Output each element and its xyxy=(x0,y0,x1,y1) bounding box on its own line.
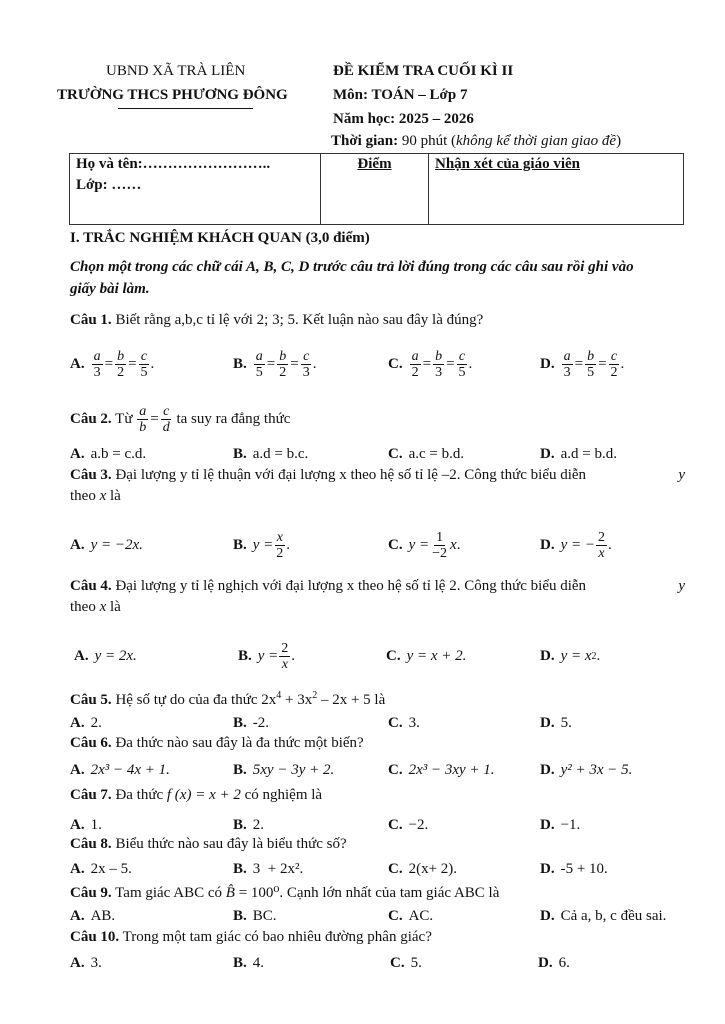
question-10-options xyxy=(70,952,685,974)
option-a[interactable]: A. y = 2x. xyxy=(74,647,137,664)
option-d[interactable]: D. -5 + 10. xyxy=(540,860,608,877)
question-text: là xyxy=(110,599,121,615)
question-text: Đa thức xyxy=(111,787,167,803)
angle-b: B̂ xyxy=(225,885,235,901)
question-1 xyxy=(70,312,483,329)
option-d[interactable]: D. Cả a, b, c đều sai. xyxy=(540,907,667,924)
option-d[interactable]: D. $\frac{a}{3}$ = $\frac{b}{5}$ = $\frac{c}{2}$ . xyxy=(540,348,625,380)
student-name-label: Họ và tên:…………………….. xyxy=(76,156,271,172)
option-c[interactable]: C. 3. xyxy=(388,714,420,731)
option-text: 2. xyxy=(252,816,265,833)
variable-y: y xyxy=(678,467,685,483)
denominator: 2 xyxy=(279,364,287,380)
option-text: y = −2x. xyxy=(90,536,143,553)
option-d[interactable]: D. −1. xyxy=(540,816,581,833)
option-text: 5xy − 3y + 2. xyxy=(252,761,335,778)
option-b[interactable]: B. -2. xyxy=(233,714,270,731)
fraction: $\frac{c}{d}$ xyxy=(162,403,170,435)
denominator: 3 xyxy=(93,364,101,380)
fraction: $\frac{b}{2}$ xyxy=(117,348,125,380)
exam-time xyxy=(331,133,621,150)
question-text: + 3x xyxy=(281,692,313,708)
fraction: $\frac{1}{-2}$ xyxy=(432,529,448,561)
student-info-table xyxy=(69,153,684,225)
denominator: 2 xyxy=(610,364,618,380)
denominator: 5 xyxy=(255,364,263,380)
exam-subject: Môn: TOÁN – Lớp 7 xyxy=(333,87,468,103)
fraction: $\frac{b}{5}$ xyxy=(587,348,595,380)
option-text: −1. xyxy=(560,816,581,833)
fraction: $\frac{a}{2}$ xyxy=(411,348,419,380)
option-b[interactable]: B. y = $\frac{2}{x}$ . xyxy=(238,640,296,672)
option-label: B. xyxy=(233,355,247,372)
question-label: Câu 7. xyxy=(70,787,112,803)
option-c[interactable]: C. 5. xyxy=(390,954,422,971)
score-cell[interactable] xyxy=(321,154,429,225)
question-8 xyxy=(70,836,347,853)
fraction: $\frac{a}{5}$ xyxy=(255,348,263,380)
question-label: Câu 2. xyxy=(70,410,112,427)
question-label: Câu 9. xyxy=(70,885,112,901)
option-b[interactable]: B. 4. xyxy=(233,954,265,971)
option-c[interactable]: C. y = $\frac{1}{-2}$ x . xyxy=(388,529,461,561)
option-label: A. xyxy=(70,355,85,372)
question-4-options xyxy=(70,636,685,676)
question-text: Tam giác ABC có xyxy=(111,885,226,901)
student-info-cell[interactable] xyxy=(70,154,321,225)
option-b[interactable]: B. BC. xyxy=(233,907,277,924)
denominator: 3 xyxy=(563,364,571,380)
question-2-options xyxy=(70,444,685,464)
fraction: $\frac{c}{2}$ xyxy=(610,348,618,380)
question-text: theo xyxy=(70,488,96,504)
question-text: Đại lượng y tỉ lệ nghịch với đại lượng x theo hệ số tỉ lệ 2. Công thức biểu diễn xyxy=(111,578,587,594)
option-text: 4. xyxy=(252,954,265,971)
question-text: là xyxy=(110,488,121,504)
question-4 xyxy=(70,578,685,616)
option-text: y = xyxy=(408,536,430,553)
option-d[interactable]: D. a.d = b.d. xyxy=(540,445,617,462)
denominator: 3 xyxy=(302,364,310,380)
option-text: BC. xyxy=(252,907,277,924)
question-text: theo xyxy=(70,599,96,615)
option-text: 2(x+ 2). xyxy=(408,860,458,877)
option-a[interactable]: A. $\frac{a}{3}$ = $\frac{b}{2}$ = $\frac{c}{5}$ . xyxy=(70,348,155,380)
option-b[interactable]: B. a.d = b.c. xyxy=(233,445,309,462)
variable-x: x xyxy=(99,488,107,504)
option-a[interactable]: A. 1. xyxy=(70,816,102,833)
fraction: $\frac{b}{2}$ xyxy=(279,348,287,380)
option-text: 3. xyxy=(408,714,420,731)
option-b[interactable]: B. 2. xyxy=(233,816,265,833)
variable-x: x xyxy=(99,599,107,615)
question-text: = 100⁰. Cạnh lớn nhất của tam giác ABC là xyxy=(234,885,500,901)
section-instruction-2: giấy bài làm. xyxy=(70,281,150,297)
option-b[interactable]: B. $\frac{a}{5}$ = $\frac{b}{2}$ = $\frac{c}{3}$ . xyxy=(233,348,317,380)
fraction: $\frac{b}{3}$ xyxy=(435,348,443,380)
time-end: ) xyxy=(616,133,622,149)
exam-title: ĐỀ KIỂM TRA CUỐI KÌ II xyxy=(333,63,514,79)
option-d[interactable]: D. y = x 2 . xyxy=(540,647,601,664)
option-text: 2. xyxy=(90,714,102,731)
option-text: y = x + 2. xyxy=(406,647,467,664)
fraction: $\frac{a}{3}$ xyxy=(93,348,101,380)
question-2: Câu 2. Từ $\frac{a}{b}$ = $\frac{c}{d}$ ta suy ra đẳng thức xyxy=(70,403,291,435)
variable-y: y xyxy=(678,578,685,594)
fraction: $\frac{c}{3}$ xyxy=(302,348,310,380)
section-title: I. TRẮC NGHIỆM KHÁCH QUAN (3,0 điểm) xyxy=(70,230,370,246)
option-b[interactable]: B. 5xy − 3y + 2. xyxy=(233,761,335,778)
question-5-options xyxy=(70,712,685,734)
denominator: 2 xyxy=(117,364,125,380)
question-text: Biết rằng a,b,c tỉ lệ với 2; 3; 5. Kết luận nào sau đây là đúng? xyxy=(111,312,484,328)
question-text: Từ xyxy=(111,410,137,427)
question-text: Hệ số tự do của đa thức 2x xyxy=(111,692,277,708)
option-text: AC. xyxy=(408,907,434,924)
question-6-options xyxy=(70,759,685,781)
option-text: 6. xyxy=(558,954,570,971)
fraction: $\frac{a}{b}$ xyxy=(139,403,147,435)
option-c[interactable]: C. y = x + 2. xyxy=(386,647,467,664)
option-c[interactable]: C. −2. xyxy=(388,816,429,833)
question-7-options xyxy=(70,814,685,836)
student-class-label: Lớp: …… xyxy=(76,177,142,193)
school-underline xyxy=(118,108,253,109)
teacher-comment-cell[interactable] xyxy=(429,154,684,225)
option-text: y = 2x. xyxy=(94,647,137,664)
question-text: Đại lượng y tỉ lệ thuận với đại lượng x theo hệ số tỉ lệ –2. Công thức biểu diễn xyxy=(111,467,587,483)
fraction: $\frac{a}{3}$ xyxy=(563,348,571,380)
option-a[interactable]: A. 2x – 5. xyxy=(70,860,132,877)
option-a[interactable]: A. 2x³ − 4x + 1. xyxy=(70,761,170,778)
fraction: $\frac{2}{x}$ xyxy=(598,529,605,561)
option-d[interactable]: D. y = − $\frac{2}{x}$ . xyxy=(540,529,612,561)
question-text: Biểu thức nào sau đây là biểu thức số? xyxy=(111,836,347,852)
question-9 xyxy=(70,883,499,902)
denominator: 5 xyxy=(458,364,466,380)
option-text: 2x – 5. xyxy=(90,860,132,877)
question-7 xyxy=(70,787,322,804)
option-text: 3 + 2x². xyxy=(252,860,304,877)
option-c[interactable]: C. a.c = b.d. xyxy=(388,445,465,462)
option-c[interactable]: C. $\frac{a}{2}$ = $\frac{b}{3}$ = $\frac{c}{5}$ . xyxy=(388,348,473,380)
fraction: $\frac{x}{2}$ xyxy=(276,529,284,561)
time-value: 90 phút ( xyxy=(398,133,456,149)
option-text: y² + 3x − 5. xyxy=(560,761,633,778)
question-label: Câu 8. xyxy=(70,836,112,852)
denominator: 3 xyxy=(435,364,443,380)
section-instruction-1: Chọn một trong các chữ cái A, B, C, D trước câu trả lời đúng trong các câu sau rồi ghi vào xyxy=(70,259,634,275)
option-text: a.b = c.d. xyxy=(90,445,147,462)
option-text: y = − xyxy=(560,536,595,553)
fraction: $\frac{c}{5}$ xyxy=(458,348,466,380)
option-text: a.c = b.d. xyxy=(408,445,465,462)
option-text: a.d = b.d. xyxy=(560,445,617,462)
question-text: Đa thức nào sau đây là đa thức một biến? xyxy=(111,735,364,751)
option-d[interactable]: D. 5. xyxy=(540,714,572,731)
time-label: Thời gian: xyxy=(331,133,399,149)
question-text: có nghiệm là xyxy=(240,787,323,803)
option-text: y = xyxy=(257,647,279,664)
question-6 xyxy=(70,735,364,752)
option-text: -2. xyxy=(252,714,270,731)
polynomial-expression: f (x) = x + 2 xyxy=(166,787,241,803)
option-b[interactable]: B. y = $\frac{x}{2}$ . xyxy=(233,529,291,561)
option-d[interactable]: D. 6. xyxy=(538,954,570,971)
option-text: 1. xyxy=(90,816,102,833)
question-1-options xyxy=(70,344,685,384)
option-d[interactable]: D. y² + 3x − 5. xyxy=(540,761,633,778)
school-name: TRƯỜNG THCS PHƯƠNG ĐÔNG xyxy=(57,87,288,103)
option-text: 2x³ − 4x + 1. xyxy=(90,761,170,778)
question-5: Câu 5. Hệ số tự do của đa thức $2x^4 + 3x^2 - 2x + 5$ là xyxy=(70,690,386,708)
denominator: 2 xyxy=(411,364,419,380)
question-label: Câu 10. xyxy=(70,929,120,945)
question-8-options xyxy=(70,858,685,880)
denominator: 5 xyxy=(140,364,148,380)
question-10 xyxy=(70,929,432,946)
district-name: UBND XÃ TRÀ LIÊN xyxy=(106,63,246,79)
question-label: Câu 1. xyxy=(70,312,112,328)
question-label: Câu 3. xyxy=(70,467,112,483)
option-text: a.d = b.c. xyxy=(252,445,309,462)
fraction: $\frac{c}{5}$ xyxy=(140,348,148,380)
option-text: y = xyxy=(252,536,274,553)
option-text: 5. xyxy=(410,954,422,971)
option-text: 3. xyxy=(90,954,102,971)
question-text: – 2x + 5 là xyxy=(317,692,386,708)
option-a[interactable]: A. AB. xyxy=(70,907,116,924)
teacher-comment-label: Nhận xét của giáo viên xyxy=(435,156,581,172)
option-c[interactable]: C. 2x³ − 3xy + 1. xyxy=(388,761,495,778)
time-note: không kể thời gian giao đề xyxy=(456,133,617,149)
fraction: $\frac{2}{x}$ xyxy=(281,640,289,672)
question-9-options xyxy=(70,905,685,927)
question-text: Trong một tam giác có bao nhiêu đường phân giác? xyxy=(119,929,432,945)
score-label: Điểm xyxy=(357,156,392,172)
option-text: AB. xyxy=(90,907,116,924)
question-label: Câu 6. xyxy=(70,735,112,751)
option-b[interactable]: B. 3 + 2x². xyxy=(233,860,304,877)
option-text: Cả a, b, c đều sai. xyxy=(560,907,667,924)
option-a[interactable]: A. 2. xyxy=(70,714,102,731)
option-c[interactable]: C. 2(x+ 2). xyxy=(388,860,458,877)
question-text-after: ta suy ra đẳng thức xyxy=(172,410,291,427)
option-text: 5. xyxy=(560,714,572,731)
exam-year: Năm học: 2025 – 2026 xyxy=(333,111,474,127)
option-c[interactable]: C. AC. xyxy=(388,907,434,924)
option-a[interactable]: A. a.b = c.d. xyxy=(70,445,147,462)
option-text: −2. xyxy=(408,816,429,833)
option-text: 2x³ − 3xy + 1. xyxy=(408,761,495,778)
option-a[interactable]: A. y = −2x. xyxy=(70,536,143,553)
option-a[interactable]: A. 3. xyxy=(70,954,102,971)
question-label: Câu 5. xyxy=(70,692,112,708)
denominator: 5 xyxy=(587,364,595,380)
option-text: y = x xyxy=(560,647,592,664)
question-3-options xyxy=(70,525,685,565)
option-label: D. xyxy=(540,355,555,372)
question-3 xyxy=(70,467,685,505)
question-label: Câu 4. xyxy=(70,578,112,594)
option-text: -5 + 10. xyxy=(560,860,608,877)
option-label: C. xyxy=(388,355,403,372)
